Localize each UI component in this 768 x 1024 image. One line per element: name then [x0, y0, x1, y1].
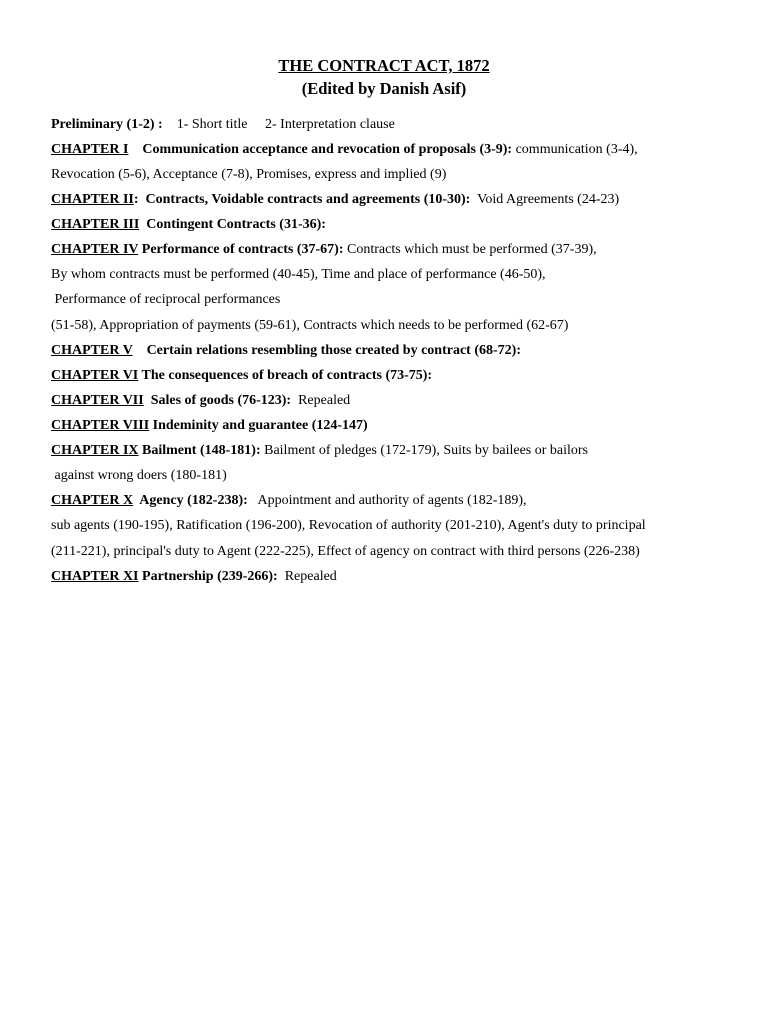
chapter-9-title: Bailment (148-181):: [138, 443, 261, 458]
chapter-1-line: [51, 141, 638, 159]
chapter-5-line: [51, 342, 521, 360]
chapter-7-heading: CHAPTER VII: [51, 393, 144, 408]
chapter-7-title: Sales of goods (76-123):: [143, 393, 292, 408]
chapter-8-line: [51, 417, 368, 435]
chapter-1-text: communication (3-4),: [512, 142, 638, 157]
preliminary-label: Preliminary (1-2) :: [51, 117, 163, 132]
chapter-6-title: The consequences of breach of contracts (73-75):: [138, 368, 433, 383]
chapter-10-heading: CHAPTER X: [51, 493, 134, 508]
preliminary-line: [51, 116, 395, 134]
chapter-4-continuation-3-text: (51-58), Appropriation of payments (59-61), Contracts which needs to be performed (62-67): [51, 318, 569, 333]
chapter-1-heading: CHAPTER I: [51, 142, 129, 157]
chapter-9-continuation-text: against wrong doers (180-181): [51, 468, 227, 483]
chapter-7-text: Repealed: [291, 393, 351, 408]
chapter-2-title: : Contracts, Voidable contracts and agreements (10-30):: [133, 192, 471, 207]
chapter-8-title: Indeminity and guarantee (124-147): [149, 418, 368, 433]
chapter-5-title: Certain relations resembling those created by contract (68-72):: [132, 343, 521, 358]
document-title: THE CONTRACT ACT, 1872: [278, 56, 490, 75]
chapter-3-title: Contingent Contracts (31-36):: [139, 217, 326, 232]
chapter-1-title: Communication acceptance and revocation of proposals (3-9):: [128, 142, 513, 157]
chapter-4-continuation-2: [51, 291, 280, 309]
chapter-10-continuation-1-text: sub agents (190-195), Ratification (196-200), Revocation of authority (201-210), Agent's duty to principal: [51, 518, 646, 533]
preliminary-text: 1- Short title 2- Interpretation clause: [162, 117, 395, 132]
chapter-1-continuation-text: Revocation (5-6), Acceptance (7-8), Promises, express and implied (9): [51, 167, 447, 182]
chapter-1-continuation: [51, 166, 446, 184]
chapter-6-line: [51, 367, 432, 385]
chapter-7-line: [51, 392, 350, 410]
chapter-11-title: Partnership (239-266):: [138, 569, 278, 584]
chapter-3-heading: CHAPTER III: [51, 217, 140, 232]
chapter-9-text: Bailment of pledges (172-179), Suits by bailees or bailors: [260, 443, 588, 458]
chapter-4-continuation-1: [51, 266, 546, 284]
chapter-10-text: Appointment and authority of agents (182-189),: [247, 493, 527, 508]
chapter-9-heading: CHAPTER IX: [51, 443, 139, 458]
chapter-2-heading: CHAPTER II: [51, 192, 134, 207]
chapter-9-continuation: [51, 467, 227, 485]
chapter-10-title: Agency (182-238):: [133, 493, 248, 508]
chapter-11-line: [51, 568, 337, 586]
chapter-4-continuation-3: [51, 317, 568, 335]
chapter-4-line: [51, 241, 597, 259]
chapter-3-line: [51, 216, 326, 234]
chapter-10-continuation-1: [51, 517, 646, 535]
chapter-8-heading: CHAPTER VIII: [51, 418, 150, 433]
chapter-6-heading: CHAPTER VI: [51, 368, 139, 383]
chapter-10-continuation-2-text: (211-221), principal's duty to Agent (222-225), Effect of agency on contract with third persons (226-238): [51, 544, 640, 559]
document-subtitle: (Edited by Danish Asif): [301, 79, 467, 98]
chapter-2-text: Void Agreements (24-23): [470, 192, 620, 207]
chapter-4-title: Performance of contracts (37-67):: [138, 242, 344, 257]
chapter-10-continuation-2: [51, 543, 640, 561]
chapter-2-line: [51, 191, 619, 209]
chapter-4-continuation-2-text: Performance of reciprocal performances: [51, 292, 281, 307]
chapter-4-heading: CHAPTER IV: [51, 242, 139, 257]
chapter-4-text: Contracts which must be performed (37-39),: [343, 242, 597, 257]
chapter-4-continuation-1-text: By whom contracts must be performed (40-45), Time and place of performance (46-50),: [51, 267, 546, 282]
chapter-9-line: [51, 442, 588, 460]
chapter-5-heading: CHAPTER V: [51, 343, 133, 358]
chapter-11-heading: CHAPTER XI: [51, 569, 139, 584]
chapter-11-text: Repealed: [277, 569, 337, 584]
chapter-10-line: [51, 492, 527, 510]
